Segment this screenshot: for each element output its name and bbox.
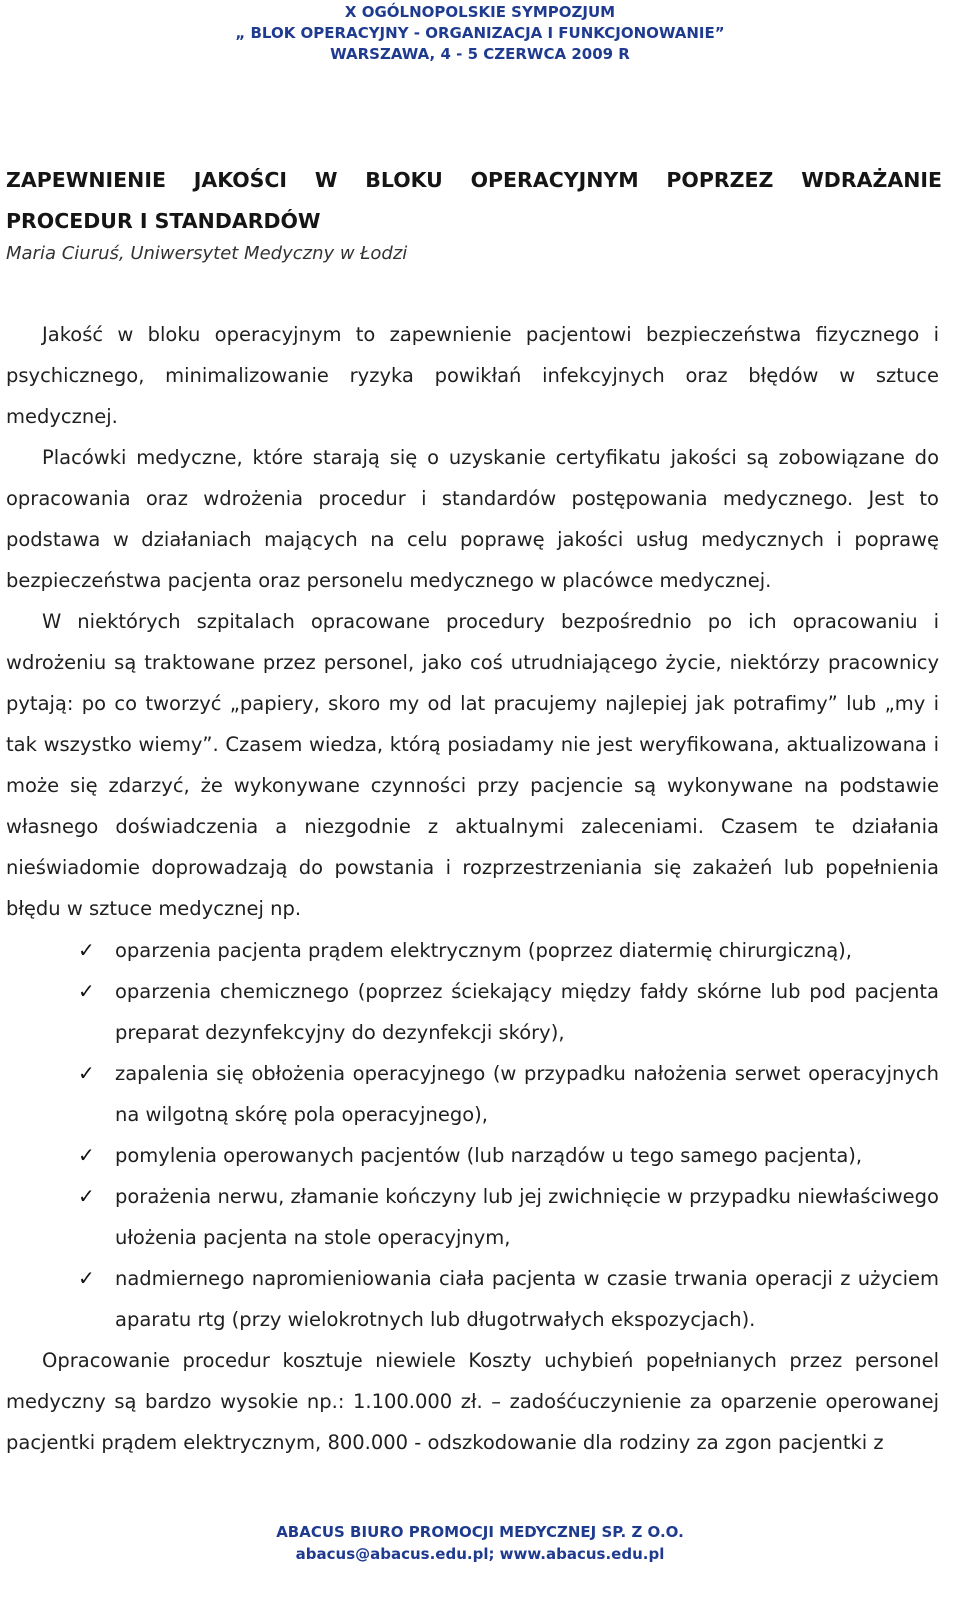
- document-footer: [0, 1521, 960, 1565]
- list-item-text: porażenia nerwu, złamanie kończyny lub jej zwichnięcie w przypadku niewłaściwego ułożenia pacjenta na stole operacyjnym,: [115, 1185, 939, 1249]
- footer-company: ABACUS BIURO PROMOCJI MEDYCZNEJ SP. Z O.O.: [276, 1523, 684, 1541]
- list-item-text: oparzenia chemicznego (poprzez ściekający między fałdy skórne lub pod pacjenta preparat dezynfekcyjny do dezynfekcji skóry),: [115, 980, 939, 1044]
- footer-contact: abacus@abacus.edu.pl; www.abacus.edu.pl: [295, 1545, 665, 1563]
- list-item-text: nadmiernego napromieniowania ciała pacjenta w czasie trwania operacji z użyciem aparatu rtg (przy wielokrotnych lub długotrwałych ekspozycjach).: [115, 1267, 939, 1331]
- checkmark-icon: ✓: [78, 938, 95, 962]
- paragraph-certification: Placówki medyczne, które starają się o uzyskanie certyfikatu jakości są zobowiązane do opracowania oraz wdrożenia procedur i standardów postępowania medycznego. Jest to podstawa w działaniach mających na celu poprawę jakości usług medycznych i poprawę bezpieczeństwa pacjenta oraz personelu medycznego w placówce medycznej.: [6, 446, 939, 592]
- list-item: [6, 971, 939, 1053]
- article-title: [6, 160, 942, 242]
- checkmark-icon: ✓: [78, 1061, 95, 1085]
- paragraph-procedures-attitude: W niektórych szpitalach opracowane procedury bezpośrednio po ich opracowaniu i wdrożeniu są traktowane przez personel, jako coś utrudniającego życie, niektórzy pracownicy pytają: po co tworzyć „papiery, skoro my od lat pracujemy najlepiej jak potrafimy” lub „my i tak wszystko wiemy”. Czasem wiedza, którą posiadamy nie jest weryfikowana, aktualizowana i może się zdarzyć, że wykonywane czynności przy pacjencie są wykonywane na podstawie własnego doświadczenia a niezgodnie z aktualnymi zaleceniami. Czasem te działania nieświadomie doprowadzają do powstania i rozprzestrzeniania się zakażeń lub popełnienia błędu w sztuce medycznej np.: [6, 610, 939, 920]
- symposium-title: X OGÓLNOPOLSKIE SYMPOZJUM: [344, 3, 616, 21]
- list-item: [6, 930, 939, 971]
- checkmark-icon: ✓: [78, 1184, 95, 1208]
- list-item: [6, 1176, 939, 1258]
- article-author: Maria Ciuruś, Uniwersytet Medyczny w Łodzi: [6, 243, 408, 264]
- list-item: [6, 1135, 939, 1176]
- list-item-text: zapalenia się obłożenia operacyjnego (w przypadku nałożenia serwet operacyjnych na wilgotną skórę pola operacyjnego),: [115, 1062, 939, 1126]
- checkmark-icon: ✓: [78, 979, 95, 1003]
- document-header: [0, 2, 960, 65]
- symposium-subtitle: „ BLOK OPERACYJNY - ORGANIZACJA I FUNKCJONOWANIE”: [235, 24, 725, 42]
- error-examples-list: [6, 930, 939, 1340]
- paragraph-quality-definition: Jakość w bloku operacyjnym to zapewnienie pacjentowi bezpieczeństwa fizycznego i psychicznego, minimalizowanie ryzyka powikłań infekcyjnych oraz błędów w sztuce medycznej.: [6, 323, 939, 428]
- list-item-text: oparzenia pacjenta prądem elektrycznym (poprzez diatermię chirurgiczną),: [115, 939, 852, 962]
- symposium-date: WARSZAWA, 4 - 5 CZERWCA 2009 R: [330, 45, 630, 63]
- article-title-line2: PROCEDUR I STANDARDÓW: [6, 209, 321, 233]
- list-item: [6, 1258, 939, 1340]
- list-item: [6, 1053, 939, 1135]
- checkmark-icon: ✓: [78, 1143, 95, 1167]
- paragraph-costs: Opracowanie procedur kosztuje niewiele Koszty uchybień popełnianych przez personel medyczny są bardzo wysokie np.: 1.100.000 zł. – zadośćuczynienie za oparzenie operowanej pacjentki prądem elektrycznym, 800.000 - odszkodowanie dla rodziny za zgon pacjentki z: [6, 1349, 939, 1454]
- list-item-text: pomylenia operowanych pacjentów (lub narządów u tego samego pacjenta),: [115, 1144, 863, 1167]
- article-title-line1: ZAPEWNIENIE JAKOŚCI W BLOKU OPERACYJNYM POPRZEZ WDRAŻANIE: [6, 168, 942, 192]
- checkmark-icon: ✓: [78, 1266, 95, 1290]
